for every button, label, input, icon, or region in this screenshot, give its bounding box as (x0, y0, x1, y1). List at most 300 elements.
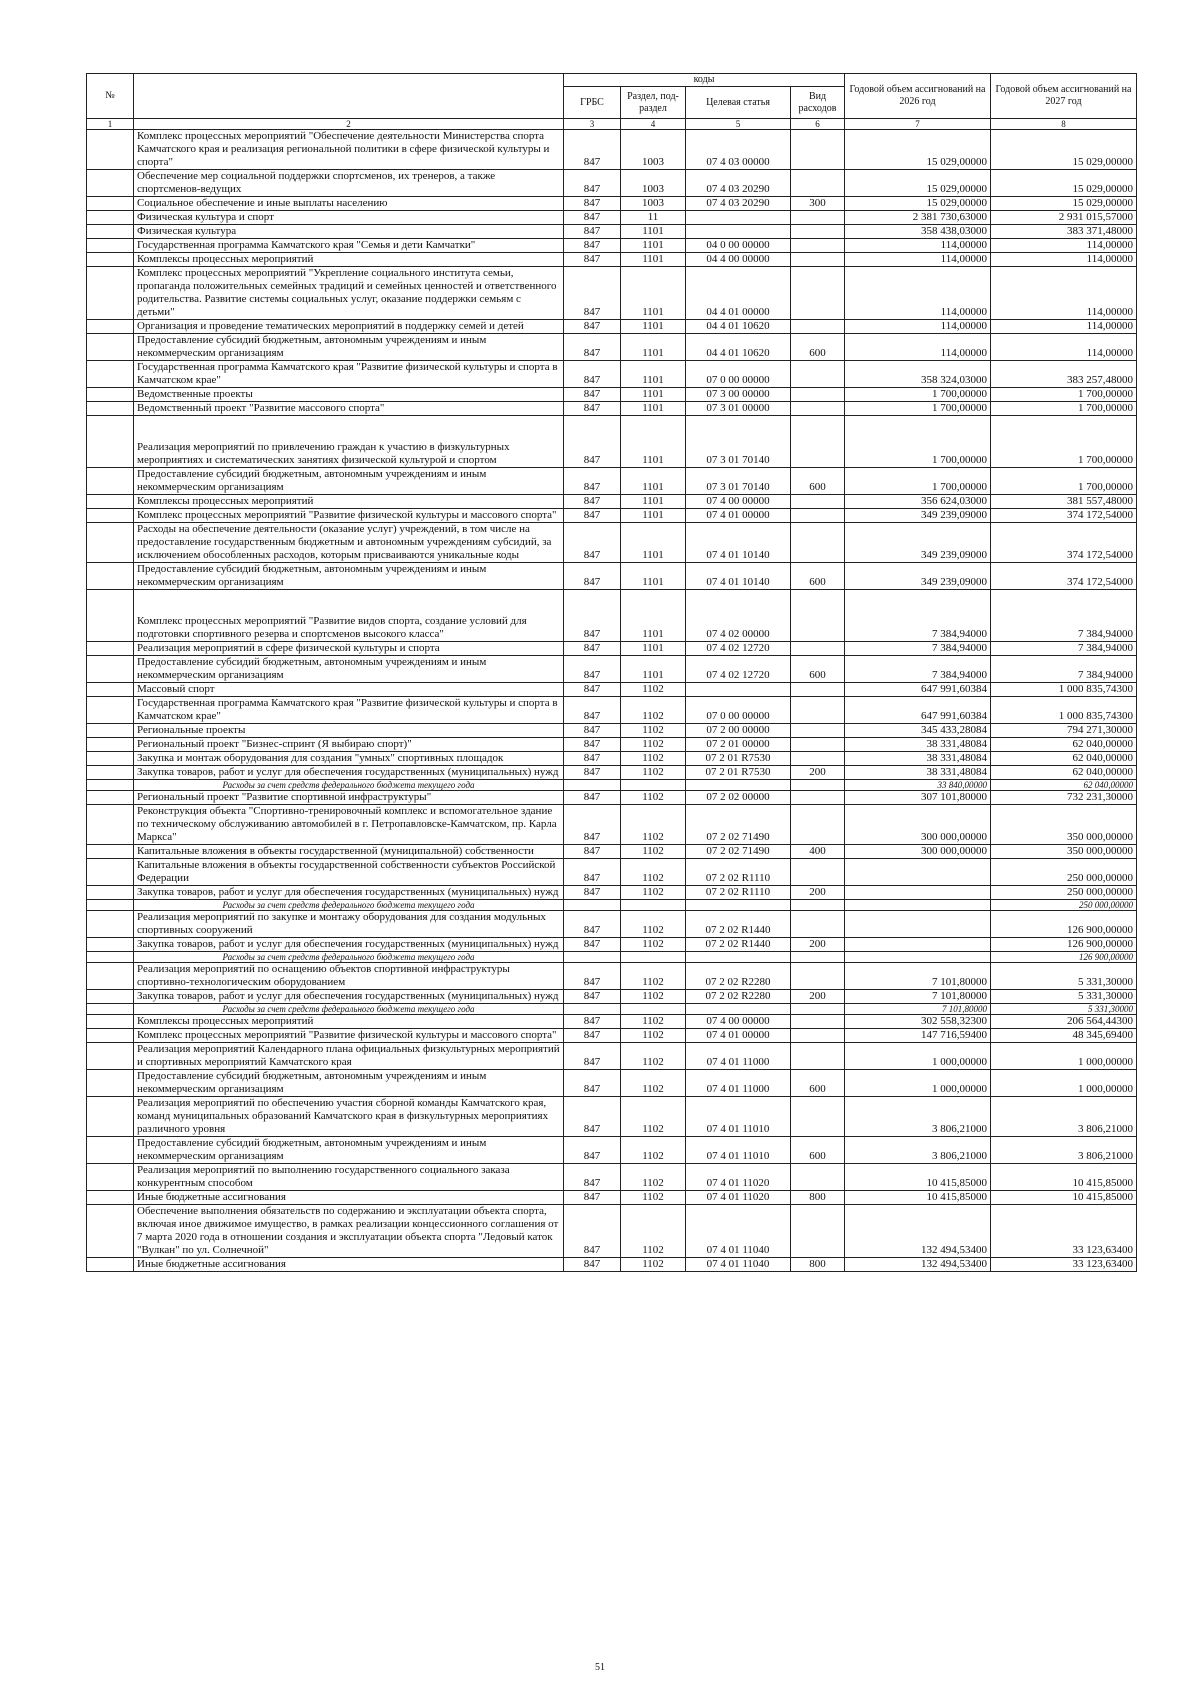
row-razdel: 1102 (621, 845, 686, 859)
row-name: Закупка товаров, работ и услуг для обеспечения государственных (муниципальных) нужд (134, 886, 564, 900)
row-grbs: 847 (564, 267, 621, 320)
row-target-article: 04 4 01 10620 (686, 334, 791, 361)
row-number (87, 416, 134, 468)
col-header-codes: коды (564, 74, 845, 87)
row-number (87, 900, 134, 911)
row-target-article (686, 780, 791, 791)
row-razdel: 1003 (621, 197, 686, 211)
row-target-article: 07 2 02 R1440 (686, 911, 791, 938)
row-amount-2026: 33 840,00000 (845, 780, 991, 791)
row-name: Региональный проект "Развитие спортивной инфраструктуры" (134, 791, 564, 805)
row-amount-2027: 7 384,94000 (991, 642, 1137, 656)
table-row (87, 724, 1137, 738)
row-target-article: 07 4 03 00000 (686, 130, 791, 170)
row-number (87, 1097, 134, 1137)
row-expense-type (791, 911, 845, 938)
row-razdel (621, 952, 686, 963)
row-razdel: 1101 (621, 402, 686, 416)
row-amount-2026: 38 331,48084 (845, 752, 991, 766)
row-amount-2026: 147 716,59400 (845, 1029, 991, 1043)
row-amount-2027: 62 040,00000 (991, 752, 1137, 766)
row-name: Реконструкция объекта "Спортивно-тренировочный комплекс и вспомогательное здание по техническому обслуживанию автомобилей в г. Петропавловске-Камчатском, пр. Карла Маркса" (134, 805, 564, 845)
table-row (87, 766, 1137, 780)
row-expense-type (791, 683, 845, 697)
row-grbs: 847 (564, 683, 621, 697)
row-amount-2027: 5 331,30000 (991, 1004, 1137, 1015)
row-amount-2026: 7 384,94000 (845, 590, 991, 642)
row-name: Организация и проведение тематических мероприятий в поддержку семей и детей (134, 320, 564, 334)
row-amount-2026: 10 415,85000 (845, 1191, 991, 1205)
table-row (87, 1043, 1137, 1070)
row-amount-2027: 1 000 835,74300 (991, 697, 1137, 724)
row-razdel: 1102 (621, 886, 686, 900)
row-amount-2026: 7 384,94000 (845, 642, 991, 656)
row-amount-2027: 5 331,30000 (991, 990, 1137, 1004)
row-razdel: 1101 (621, 253, 686, 267)
table-row (87, 683, 1137, 697)
row-expense-type (791, 416, 845, 468)
row-name: Государственная программа Камчатского края "Развитие физической культуры и спорта в Камчатском крае" (134, 361, 564, 388)
row-name: Ведомственные проекты (134, 388, 564, 402)
row-target-article: 04 0 00 00000 (686, 239, 791, 253)
row-number (87, 859, 134, 886)
row-target-article: 07 4 01 11020 (686, 1164, 791, 1191)
row-razdel: 1101 (621, 468, 686, 495)
row-amount-2027: 114,00000 (991, 253, 1137, 267)
row-grbs: 847 (564, 1070, 621, 1097)
row-amount-2027: 206 564,44300 (991, 1015, 1137, 1029)
row-target-article: 04 4 01 00000 (686, 267, 791, 320)
row-razdel: 1101 (621, 267, 686, 320)
row-amount-2026: 7 101,80000 (845, 1004, 991, 1015)
row-name: Расходы за счет средств федерального бюджета текущего года (134, 900, 564, 911)
row-expense-type (791, 900, 845, 911)
row-target-article: 07 4 01 11020 (686, 1191, 791, 1205)
row-amount-2027: 62 040,00000 (991, 738, 1137, 752)
row-grbs: 847 (564, 766, 621, 780)
row-razdel: 1102 (621, 805, 686, 845)
row-grbs: 847 (564, 253, 621, 267)
page-number: 51 (595, 1662, 605, 1673)
row-expense-type (791, 1164, 845, 1191)
col-number: 4 (621, 119, 686, 130)
table-body (87, 130, 1137, 1272)
col-number: 2 (134, 119, 564, 130)
row-target-article: 07 4 03 20290 (686, 170, 791, 197)
row-amount-2027: 1 000,00000 (991, 1043, 1137, 1070)
col-number: 1 (87, 119, 134, 130)
row-amount-2026: 307 101,80000 (845, 791, 991, 805)
row-expense-type (791, 253, 845, 267)
row-number (87, 990, 134, 1004)
row-amount-2027: 732 231,30000 (991, 791, 1137, 805)
col-header-cs: Целевая статья (686, 87, 791, 119)
row-target-article (686, 211, 791, 225)
row-name: Региональный проект "Бизнес-спринт (Я выбираю спорт)" (134, 738, 564, 752)
row-number (87, 1070, 134, 1097)
table-row (87, 197, 1137, 211)
row-number (87, 402, 134, 416)
row-number (87, 1015, 134, 1029)
row-target-article: 07 0 00 00000 (686, 361, 791, 388)
table-row (87, 738, 1137, 752)
col-header-name (134, 74, 564, 119)
table-row (87, 963, 1137, 990)
row-grbs: 847 (564, 990, 621, 1004)
row-number (87, 1205, 134, 1258)
row-number (87, 656, 134, 683)
row-number (87, 1164, 134, 1191)
row-name: Закупка товаров, работ и услуг для обеспечения государственных (муниципальных) нужд (134, 938, 564, 952)
row-expense-type (791, 1004, 845, 1015)
row-razdel: 1101 (621, 320, 686, 334)
row-target-article (686, 683, 791, 697)
row-target-article: 07 4 01 00000 (686, 1029, 791, 1043)
table-row (87, 590, 1137, 642)
row-number (87, 963, 134, 990)
row-number (87, 1043, 134, 1070)
row-name: Предоставление субсидий бюджетным, автономным учреждениям и иным некоммерческим организациям (134, 1070, 564, 1097)
row-name: Иные бюджетные ассигнования (134, 1258, 564, 1272)
col-number: 8 (991, 119, 1137, 130)
row-expense-type: 200 (791, 990, 845, 1004)
row-grbs: 847 (564, 1029, 621, 1043)
row-target-article: 07 3 01 70140 (686, 416, 791, 468)
row-amount-2027: 374 172,54000 (991, 563, 1137, 590)
row-target-article: 07 2 02 R1110 (686, 886, 791, 900)
row-amount-2027: 794 271,30000 (991, 724, 1137, 738)
row-amount-2026: 349 239,09000 (845, 563, 991, 590)
row-grbs: 847 (564, 738, 621, 752)
row-razdel: 1102 (621, 1097, 686, 1137)
row-razdel: 1101 (621, 239, 686, 253)
table-row (87, 845, 1137, 859)
budget-table (86, 73, 1137, 1272)
row-razdel: 1101 (621, 388, 686, 402)
table-row (87, 320, 1137, 334)
row-razdel: 1101 (621, 416, 686, 468)
row-grbs: 847 (564, 886, 621, 900)
row-razdel: 1101 (621, 495, 686, 509)
row-target-article: 07 4 01 11000 (686, 1070, 791, 1097)
row-target-article: 07 4 02 12720 (686, 642, 791, 656)
row-amount-2027: 1 700,00000 (991, 416, 1137, 468)
row-grbs: 847 (564, 334, 621, 361)
row-grbs: 847 (564, 523, 621, 563)
row-amount-2027: 383 371,48000 (991, 225, 1137, 239)
row-razdel: 1101 (621, 590, 686, 642)
row-grbs: 847 (564, 468, 621, 495)
row-amount-2026: 38 331,48084 (845, 738, 991, 752)
row-amount-2026: 15 029,00000 (845, 130, 991, 170)
row-expense-type (791, 523, 845, 563)
row-expense-type: 200 (791, 938, 845, 952)
row-grbs: 847 (564, 724, 621, 738)
row-grbs: 847 (564, 938, 621, 952)
row-name: Расходы за счет средств федерального бюджета текущего года (134, 780, 564, 791)
row-target-article: 07 4 00 00000 (686, 1015, 791, 1029)
row-amount-2027: 114,00000 (991, 334, 1137, 361)
row-name: Расходы за счет средств федерального бюджета текущего года (134, 952, 564, 963)
row-amount-2026: 349 239,09000 (845, 509, 991, 523)
row-expense-type (791, 724, 845, 738)
row-name: Расходы за счет средств федерального бюджета текущего года (134, 1004, 564, 1015)
table-row (87, 225, 1137, 239)
row-number (87, 1137, 134, 1164)
row-expense-type: 600 (791, 656, 845, 683)
row-razdel: 1101 (621, 563, 686, 590)
row-target-article: 07 4 01 11040 (686, 1258, 791, 1272)
row-amount-2027: 250 000,00000 (991, 859, 1137, 886)
table-row (87, 416, 1137, 468)
row-amount-2026: 2 381 730,63000 (845, 211, 991, 225)
row-number (87, 952, 134, 963)
row-expense-type: 200 (791, 886, 845, 900)
row-number (87, 388, 134, 402)
row-amount-2026: 15 029,00000 (845, 197, 991, 211)
row-name: Комплекс процессных мероприятий "Развитие физической культуры и массового спорта" (134, 509, 564, 523)
row-amount-2027: 126 900,00000 (991, 952, 1137, 963)
row-target-article: 07 3 01 00000 (686, 402, 791, 416)
row-expense-type (791, 267, 845, 320)
row-name: Комплекс процессных мероприятий "Развитие видов спорта, создание условий для подготовки спортивного резерва и спортсменов высокого класса" (134, 590, 564, 642)
row-expense-type (791, 1043, 845, 1070)
row-amount-2027: 1 000,00000 (991, 1070, 1137, 1097)
table-row (87, 938, 1137, 952)
row-amount-2027: 250 000,00000 (991, 900, 1137, 911)
row-target-article: 07 2 02 71490 (686, 805, 791, 845)
row-amount-2026: 1 700,00000 (845, 402, 991, 416)
row-razdel: 1101 (621, 509, 686, 523)
row-razdel: 1102 (621, 963, 686, 990)
row-expense-type (791, 320, 845, 334)
row-razdel: 1102 (621, 1258, 686, 1272)
row-grbs: 847 (564, 388, 621, 402)
row-number (87, 495, 134, 509)
row-expense-type (791, 738, 845, 752)
row-target-article: 07 3 00 00000 (686, 388, 791, 402)
row-razdel: 1101 (621, 334, 686, 361)
row-amount-2026: 114,00000 (845, 267, 991, 320)
row-razdel: 1102 (621, 1164, 686, 1191)
row-target-article: 07 4 00 00000 (686, 495, 791, 509)
row-grbs: 847 (564, 197, 621, 211)
row-amount-2026: 114,00000 (845, 334, 991, 361)
table-row (87, 523, 1137, 563)
row-target-article: 07 2 01 R7530 (686, 752, 791, 766)
row-amount-2026: 1 700,00000 (845, 468, 991, 495)
row-amount-2026: 3 806,21000 (845, 1137, 991, 1164)
row-number (87, 752, 134, 766)
row-grbs: 847 (564, 170, 621, 197)
row-target-article: 07 2 01 R7530 (686, 766, 791, 780)
row-grbs: 847 (564, 1043, 621, 1070)
row-expense-type (791, 239, 845, 253)
federal-budget-row (87, 900, 1137, 911)
row-number (87, 1258, 134, 1272)
row-target-article: 07 0 00 00000 (686, 697, 791, 724)
col-number: 6 (791, 119, 845, 130)
row-grbs: 847 (564, 963, 621, 990)
row-razdel (621, 900, 686, 911)
table-row (87, 805, 1137, 845)
row-number (87, 334, 134, 361)
table-row (87, 388, 1137, 402)
row-grbs: 847 (564, 130, 621, 170)
row-amount-2026: 10 415,85000 (845, 1164, 991, 1191)
row-grbs: 847 (564, 211, 621, 225)
row-name: Иные бюджетные ассигнования (134, 1191, 564, 1205)
row-number (87, 523, 134, 563)
row-razdel: 11 (621, 211, 686, 225)
row-name: Региональные проекты (134, 724, 564, 738)
row-number (87, 805, 134, 845)
row-grbs: 847 (564, 805, 621, 845)
row-amount-2027: 10 415,85000 (991, 1164, 1137, 1191)
row-grbs: 847 (564, 1258, 621, 1272)
row-name: Комплекс процессных мероприятий "Развитие физической культуры и массового спорта" (134, 1029, 564, 1043)
row-expense-type: 400 (791, 845, 845, 859)
row-number (87, 886, 134, 900)
row-number (87, 211, 134, 225)
row-name: Капитальные вложения в объекты государственной (муниципальной) собственности (134, 845, 564, 859)
federal-budget-row (87, 952, 1137, 963)
row-grbs: 847 (564, 642, 621, 656)
budget-document (86, 73, 1136, 1272)
table-row (87, 642, 1137, 656)
row-amount-2026: 356 624,03000 (845, 495, 991, 509)
row-amount-2026 (845, 859, 991, 886)
row-name: Комплекс процессных мероприятий "Укрепление социального института семьи, пропаганда положительных семейных традиций и семейных ценностей и ответственного родительства. Развитие системы социальных услуг, оказание поддержки семьям с детьми" (134, 267, 564, 320)
row-number (87, 780, 134, 791)
row-amount-2027: 383 257,48000 (991, 361, 1137, 388)
row-amount-2026: 358 438,03000 (845, 225, 991, 239)
row-grbs: 847 (564, 563, 621, 590)
row-amount-2026: 7 101,80000 (845, 990, 991, 1004)
row-name: Предоставление субсидий бюджетным, автономным учреждениям и иным некоммерческим организациям (134, 656, 564, 683)
row-razdel: 1102 (621, 1029, 686, 1043)
row-razdel: 1101 (621, 656, 686, 683)
federal-budget-row (87, 1004, 1137, 1015)
row-expense-type (791, 952, 845, 963)
row-grbs: 847 (564, 361, 621, 388)
row-number (87, 697, 134, 724)
table-row (87, 563, 1137, 590)
row-target-article: 07 4 01 10140 (686, 523, 791, 563)
row-expense-type (791, 1097, 845, 1137)
row-amount-2026: 300 000,00000 (845, 845, 991, 859)
row-expense-type (791, 211, 845, 225)
row-amount-2026: 345 433,28084 (845, 724, 991, 738)
table-row (87, 130, 1137, 170)
table-row (87, 1015, 1137, 1029)
row-grbs: 847 (564, 1137, 621, 1164)
row-target-article: 07 4 03 20290 (686, 197, 791, 211)
table-row (87, 1137, 1137, 1164)
row-expense-type: 600 (791, 334, 845, 361)
row-amount-2026: 1 700,00000 (845, 416, 991, 468)
table-row (87, 402, 1137, 416)
row-name: Реализация мероприятий по привлечению граждан к участию в физкультурных мероприятиях и систематических занятиях физической культурой и спортом (134, 416, 564, 468)
table-row (87, 990, 1137, 1004)
row-amount-2026: 7 101,80000 (845, 963, 991, 990)
row-number (87, 683, 134, 697)
row-expense-type (791, 697, 845, 724)
row-amount-2026: 1 000,00000 (845, 1043, 991, 1070)
row-razdel: 1003 (621, 170, 686, 197)
row-target-article: 07 4 01 00000 (686, 509, 791, 523)
table-row (87, 468, 1137, 495)
row-target-article: 07 2 00 00000 (686, 724, 791, 738)
row-number (87, 253, 134, 267)
row-grbs: 847 (564, 1191, 621, 1205)
col-header-2026: Годовой объем ассигнований на 2026 год (845, 74, 991, 119)
table-row (87, 791, 1137, 805)
row-amount-2027: 10 415,85000 (991, 1191, 1137, 1205)
row-amount-2027: 250 000,00000 (991, 886, 1137, 900)
row-grbs (564, 900, 621, 911)
row-expense-type (791, 780, 845, 791)
row-razdel: 1102 (621, 911, 686, 938)
row-expense-type (791, 1015, 845, 1029)
col-header-2027: Годовой объем ассигнований на 2027 год (991, 74, 1137, 119)
table-row (87, 752, 1137, 766)
row-grbs: 847 (564, 225, 621, 239)
row-number (87, 791, 134, 805)
table-row (87, 1070, 1137, 1097)
row-amount-2027: 1 700,00000 (991, 402, 1137, 416)
row-expense-type (791, 1205, 845, 1258)
row-target-article: 07 2 02 R1440 (686, 938, 791, 952)
row-amount-2027: 374 172,54000 (991, 523, 1137, 563)
row-amount-2027: 126 900,00000 (991, 938, 1137, 952)
row-expense-type: 600 (791, 1137, 845, 1164)
row-number (87, 738, 134, 752)
row-name: Ведомственный проект "Развитие массового спорта" (134, 402, 564, 416)
row-expense-type: 200 (791, 766, 845, 780)
row-razdel: 1101 (621, 225, 686, 239)
row-expense-type (791, 495, 845, 509)
row-target-article: 07 2 01 00000 (686, 738, 791, 752)
row-grbs: 847 (564, 656, 621, 683)
row-amount-2027: 7 384,94000 (991, 656, 1137, 683)
row-number (87, 1029, 134, 1043)
row-grbs: 847 (564, 1164, 621, 1191)
row-razdel: 1102 (621, 791, 686, 805)
row-razdel: 1003 (621, 130, 686, 170)
row-number (87, 267, 134, 320)
row-name: Реализация мероприятий по оснащению объектов спортивной инфраструктуры спортивно-технологическим оборудованием (134, 963, 564, 990)
row-razdel: 1102 (621, 859, 686, 886)
row-amount-2026: 358 324,03000 (845, 361, 991, 388)
row-amount-2026: 3 806,21000 (845, 1097, 991, 1137)
row-number (87, 590, 134, 642)
row-number (87, 320, 134, 334)
row-number (87, 845, 134, 859)
row-razdel (621, 780, 686, 791)
row-grbs: 847 (564, 791, 621, 805)
row-target-article: 07 2 02 00000 (686, 791, 791, 805)
row-grbs: 847 (564, 1015, 621, 1029)
row-amount-2027: 374 172,54000 (991, 509, 1137, 523)
row-name: Обеспечение выполнения обязательств по содержанию и эксплуатации объекта спорта, включая иное движимое имущество, в рамках реализации концессионного соглашения от 7 марта 2020 года в отношении создания и эксплуатации объекта спорта "Ледовый каток "Вулкан" по ул. Солнечной" (134, 1205, 564, 1258)
row-amount-2026: 132 494,53400 (845, 1205, 991, 1258)
col-header-grbs: ГРБС (564, 87, 621, 119)
row-target-article: 07 2 02 R1110 (686, 859, 791, 886)
row-grbs (564, 1004, 621, 1015)
table-row (87, 253, 1137, 267)
row-razdel: 1102 (621, 1043, 686, 1070)
